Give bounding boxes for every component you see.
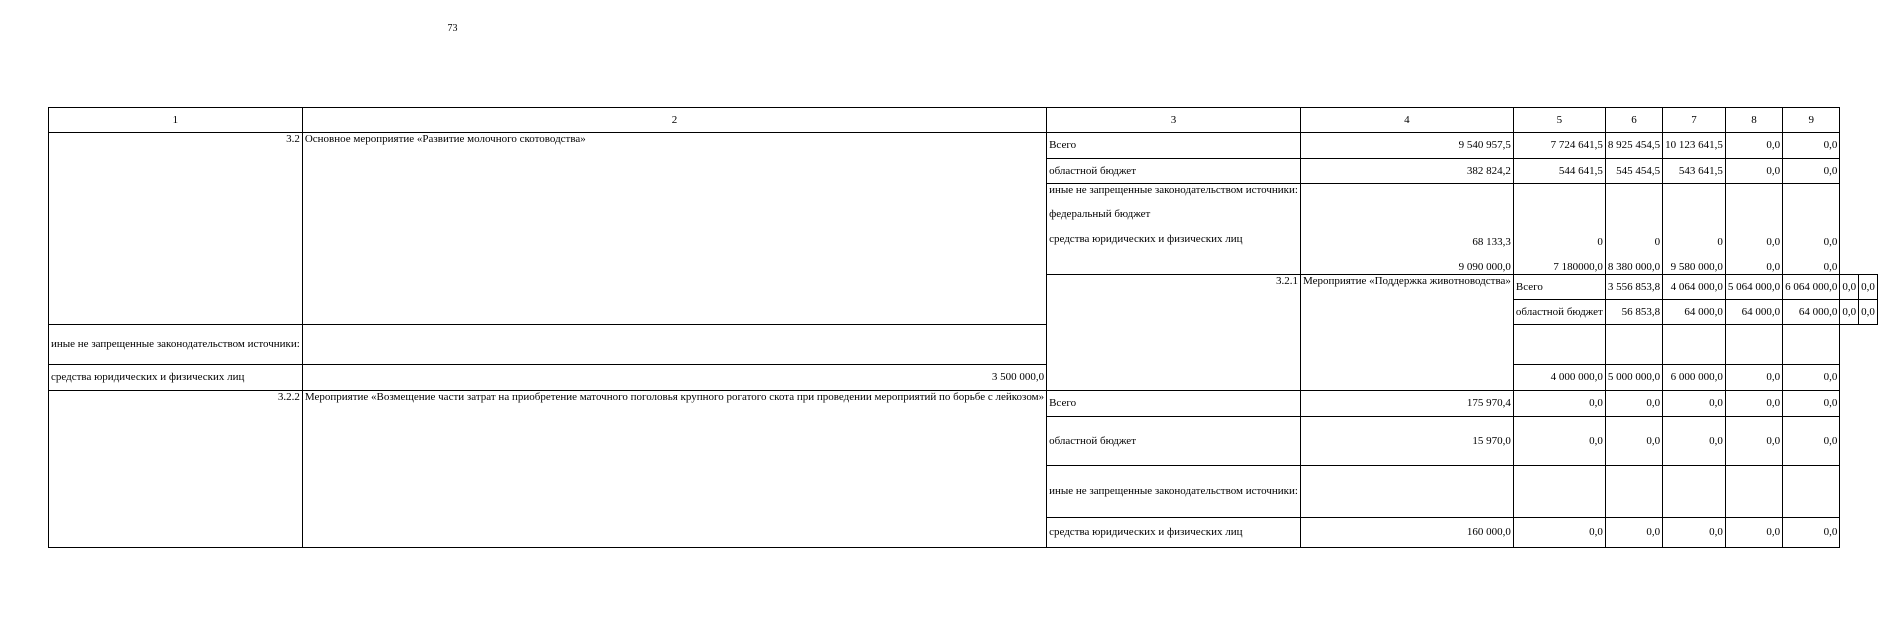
value-cell: 0,0 [1725,365,1782,391]
funding-source-label: средства юридических и физических лиц [1049,233,1243,245]
value-cell: 6 000 000,0 [1663,365,1726,391]
value-cell [1725,184,1782,275]
funding-source: иные не запрещенные законодательством источники: [1047,466,1301,518]
funding-source: областной бюджет [1513,300,1605,325]
column-header: 2 [302,108,1046,133]
value-cell [1605,466,1662,518]
header-row [49,108,1878,133]
funding-source: областной бюджет [1047,417,1301,466]
value-cell: 0,0 [1725,518,1782,548]
value-text: 0 [1717,236,1723,248]
value-cell: 9 540 957,5 [1300,133,1513,159]
funding-source [1047,184,1301,275]
value-cell: 4 064 000,0 [1663,275,1726,300]
value-cell: 64 000,0 [1663,300,1726,325]
value-cell: 543 641,5 [1663,159,1726,184]
row-code: 3.2.2 [49,391,303,548]
column-header: 6 [1605,108,1662,133]
value-cell: 0,0 [1783,133,1840,159]
value-cell: 0,0 [1513,518,1605,548]
value-cell: 0,0 [1840,275,1859,300]
value-text: 0,0 [1766,236,1781,248]
value-cell: 0,0 [1725,391,1782,417]
table-row [49,391,1878,417]
value-cell: 0,0 [1725,417,1782,466]
value-cell: 0,0 [1663,417,1726,466]
value-cell [1725,325,1782,365]
value-cell: 0,0 [1725,159,1782,184]
value-cell: 0,0 [1513,391,1605,417]
value-text: 8 380 000,0 [1607,261,1661,273]
column-header: 8 [1725,108,1782,133]
value-cell [1513,466,1605,518]
page-number: 73 [447,23,458,34]
value-text: 0 [1654,236,1661,248]
event-name: Основное мероприятие «Развитие молочного скотоводства» [302,133,1046,325]
value-cell: 0,0 [1605,518,1662,548]
value-cell: 0,0 [1783,518,1840,548]
value-text: 0,0 [1766,261,1781,273]
value-text: 9 090 000,0 [1458,261,1511,273]
value-cell: 0,0 [1859,300,1878,325]
value-cell: 0,0 [1663,391,1726,417]
value-cell [1513,325,1605,365]
value-cell: 8 925 454,5 [1605,133,1662,159]
value-cell: 0,0 [1605,417,1662,466]
value-cell: 7 724 641,5 [1513,133,1605,159]
value-cell: 0,0 [1513,417,1605,466]
value-cell [1725,466,1782,518]
value-cell [1663,466,1726,518]
value-cell: 56 853,8 [1605,300,1662,325]
value-text: 0,0 [1823,261,1838,273]
value-cell: 64 000,0 [1783,300,1840,325]
event-name: Мероприятие «Возмещение части затрат на приобретение маточного поголовья крупного рогатого скота при проведении мероприятий по борьбе с лейкозом» [302,391,1046,548]
table-row [49,325,1878,365]
value-cell: 0,0 [1663,518,1726,548]
value-cell [1605,184,1662,275]
value-cell: 10 123 641,5 [1663,133,1726,159]
table-row [49,133,1878,159]
value-cell: 0,0 [1783,365,1840,391]
value-cell: 3 556 853,8 [1605,275,1662,300]
funding-source: областной бюджет [1047,159,1301,184]
column-header: 5 [1513,108,1605,133]
column-header: 7 [1663,108,1726,133]
value-text: 7 180000,0 [1553,261,1603,273]
value-cell: 545 454,5 [1605,159,1662,184]
value-cell: 160 000,0 [1300,518,1513,548]
value-cell [1663,325,1726,365]
funding-source-label: иные не запрещенные законодательством источники: [1049,184,1298,196]
funding-source-label: федеральный бюджет [1049,208,1151,220]
value-cell [1663,184,1726,275]
funding-source: иные не запрещенные законодательством источники: [49,325,303,365]
value-cell: 5 000 000,0 [1605,365,1662,391]
column-header: 1 [49,108,303,133]
value-cell: 175 970,4 [1300,391,1513,417]
value-cell [1300,184,1513,275]
funding-source: Всего [1047,391,1301,417]
funding-source: Всего [1047,133,1301,159]
value-cell: 0,0 [1725,133,1782,159]
row-code: 3.2 [49,133,303,325]
value-cell: 15 970,0 [1300,417,1513,466]
value-cell [1605,325,1662,365]
value-cell [1300,466,1513,518]
value-cell: 0,0 [1783,159,1840,184]
value-cell: 544 641,5 [1513,159,1605,184]
value-cell: 0,0 [1605,391,1662,417]
value-cell: 0,0 [1859,275,1878,300]
column-header: 4 [1300,108,1513,133]
funding-table [48,107,1878,548]
value-cell: 5 064 000,0 [1725,275,1782,300]
value-cell: 382 824,2 [1300,159,1513,184]
value-cell: 0,0 [1783,417,1840,466]
column-header: 3 [1047,108,1301,133]
event-name: Мероприятие «Поддержка животноводства» [1300,275,1513,391]
value-cell: 0,0 [1783,391,1840,417]
value-text: 0,0 [1823,236,1838,248]
value-text: 0 [1597,236,1603,248]
value-cell [1513,184,1605,275]
funding-source: средства юридических и физических лиц [1047,518,1301,548]
value-text: 68 133,3 [1472,236,1511,248]
value-cell: 3 500 000,0 [302,365,1046,391]
value-cell [302,325,1046,365]
value-cell: 0,0 [1840,300,1859,325]
value-text: 9 580 000,0 [1670,261,1723,273]
funding-source: Всего [1513,275,1605,300]
row-code: 3.2.1 [1047,275,1301,391]
value-cell [1783,184,1840,275]
funding-source: средства юридических и физических лиц [49,365,303,391]
column-header: 9 [1783,108,1840,133]
value-cell [1783,466,1840,518]
value-cell: 4 000 000,0 [1513,365,1605,391]
table-row [49,365,1878,391]
value-cell: 64 000,0 [1725,300,1782,325]
value-cell: 6 064 000,0 [1783,275,1840,300]
value-cell [1783,325,1840,365]
